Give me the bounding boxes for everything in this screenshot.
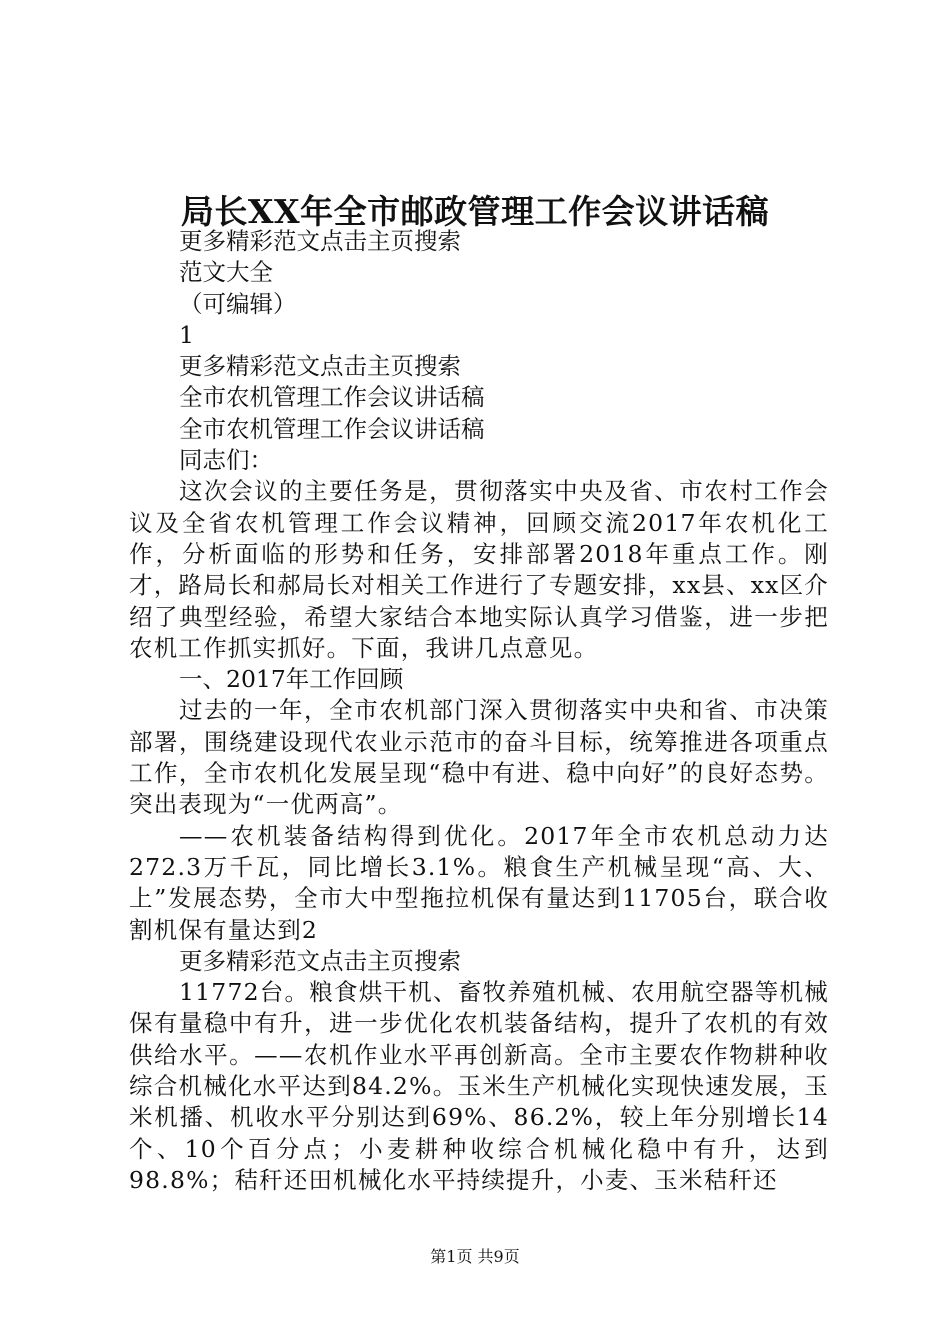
header-line: 范文大全 <box>179 258 273 287</box>
header-line: 更多精彩范文点击主页搜索 <box>179 227 461 255</box>
paragraph: 过去的一年，全市农机部门深入贯彻落实中央和省、市决策部署，围绕建设现代农业示范市的奋斗目标，统筹推进各项重点工作，全市农机化发展呈现“稳中有进、稳中向好”的良好态势。突出表现为“一优两高”。 <box>129 696 829 819</box>
section-heading: 一、2017年工作回顾 <box>179 665 404 694</box>
salutation: 同志们： <box>179 446 273 475</box>
paragraph: ——农机装备结构得到优化。2017年全市农机总动力达272.3万千瓦，同比增长3.1%。粮食生产机械呈现“高、大、上”发展态势，全市大中型拖拉机保有量达到11705台，联合收割机保有量达到2 <box>129 821 829 944</box>
paragraph: 这次会议的主要任务是，贯彻落实中央及省、市农村工作会议及全省农机管理工作会议精神，回顾交流2017年农机化工作，分析面临的形势和任务，安排部署2018年重点工作。刚才，路局长和郝局长对相关工作进行了专题安排，xx县、xx区介绍了典型经验，希望大家结合本地实际认真学习借鉴，进一步把农机工作抓实抓好。下面，我讲几点意见。 <box>129 477 830 662</box>
document-title: 局长XX年全市邮政管理工作会议讲话稿 <box>180 192 770 231</box>
header-line: 更多精彩范文点击主页搜索 <box>179 352 461 381</box>
subtitle-line: 全市农机管理工作会议讲话稿 <box>179 414 485 443</box>
header-line: （可编辑） <box>179 289 297 318</box>
page-number-line: 1 <box>179 320 194 349</box>
subtitle-line: 全市农机管理工作会议讲话稿 <box>179 383 485 412</box>
paragraph: 11772台。粮食烘干机、畜牧养殖机械、农用航空器等机械保有量稳中有升，进一步优化农机装备结构，提升了农机的有效供给水平。——农机作业水平再创新高。全市主要农作物耕种收综合机械化水平达到84.2%。玉米生产机械化实现快速发展，玉米机播、机收水平分别达到69%、86.2%，较上年分别增长14个、10个百分点；小麦耕种收综合机械化稳中有升，达到98.8%；秸秆还田机械化水平持续提升，小麦、玉米秸秆还 <box>129 978 829 1194</box>
document-body <box>129 226 829 1196</box>
page-footer: 第1页 共9页 <box>430 1247 520 1266</box>
header-line: 更多精彩范文点击主页搜索 <box>179 946 461 975</box>
